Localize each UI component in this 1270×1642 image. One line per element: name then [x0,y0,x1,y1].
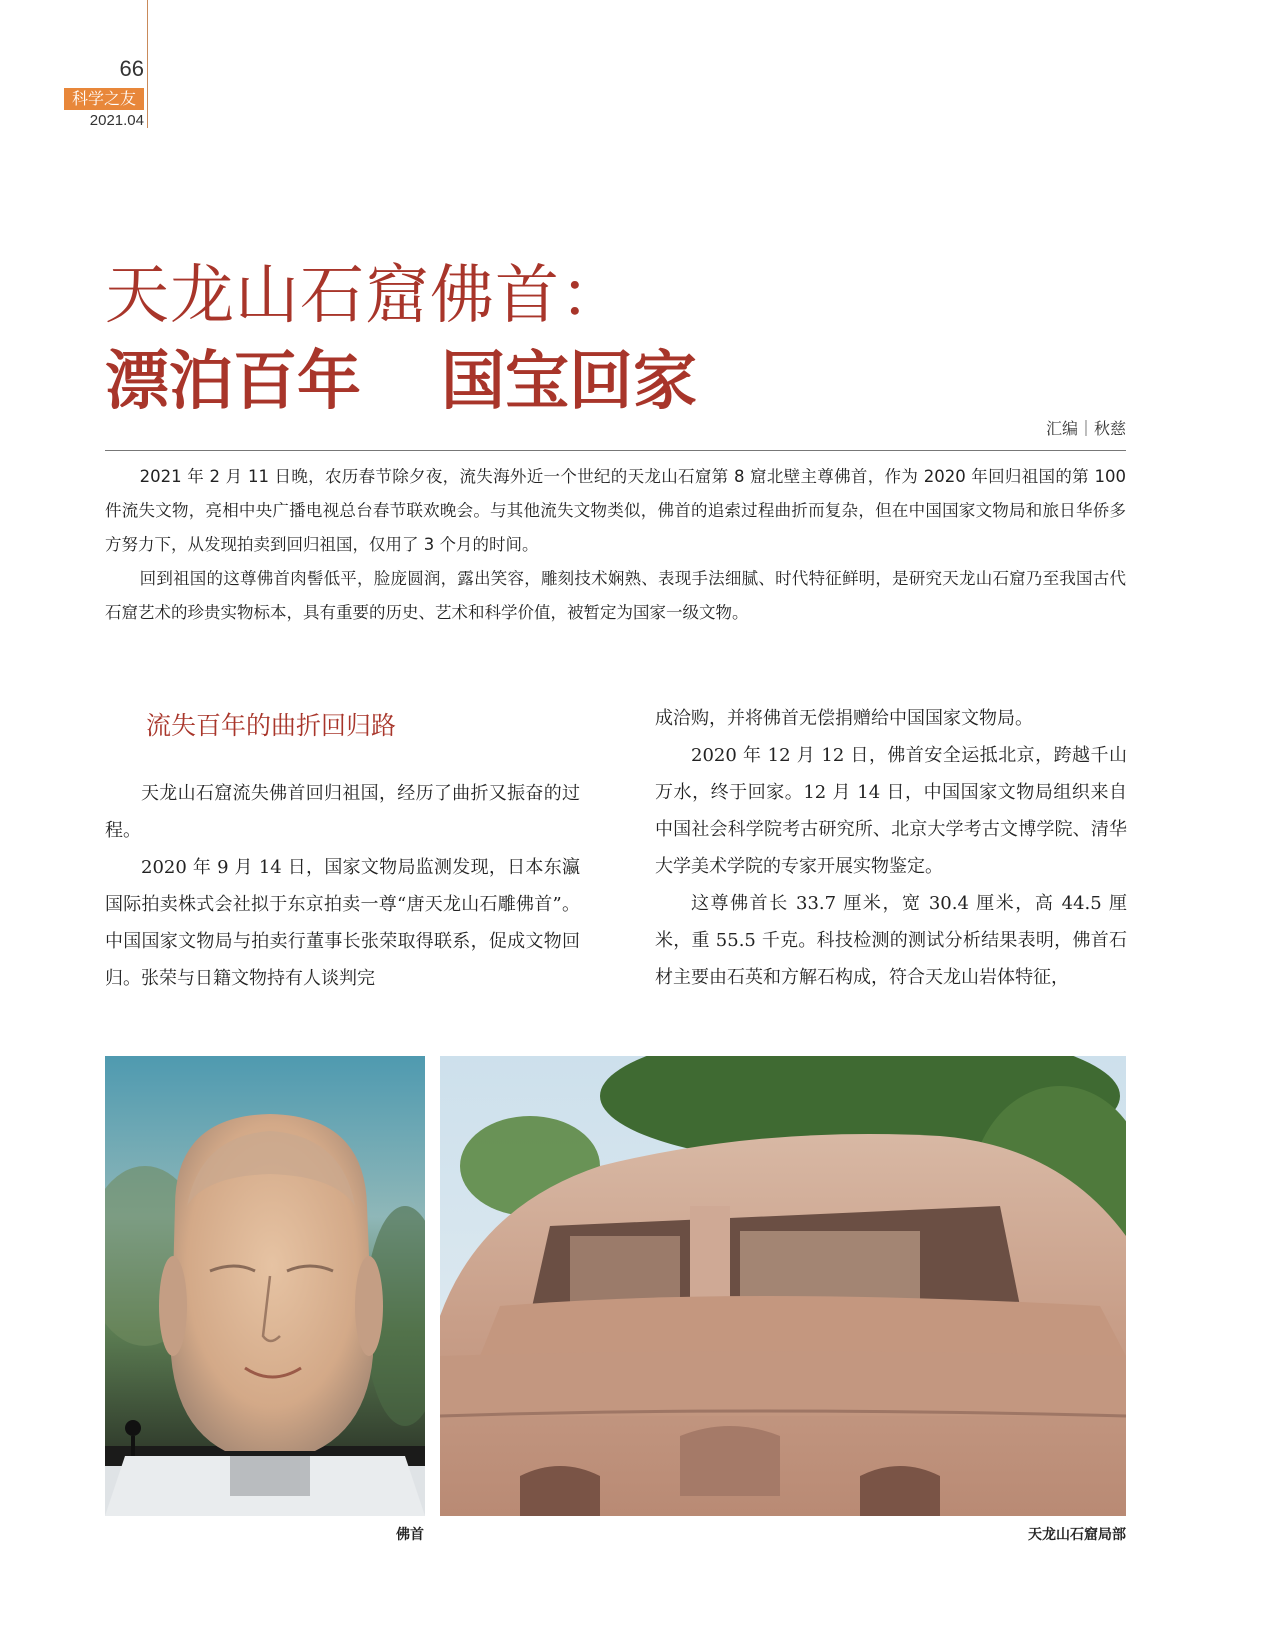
header-rule [147,0,148,128]
page-number: 66 [119,56,144,81]
magazine-name-badge: 科学之友 [64,88,144,110]
title-divider [105,450,1126,451]
body-paragraph: 2020 年 9 月 14 日，国家文物局监测发现，日本东瀛国际拍卖株式会社拟于东京拍卖一尊“唐天龙山石雕佛首”。中国国家文物局与拍卖行董事长张荣取得联系，促成文物回归。张荣与日籍文物持有人谈判完 [105,857,580,989]
grotto-photo [440,1056,1126,1516]
byline: 汇编｜秋慈 [1045,419,1126,438]
body-paragraph: 2020 年 12 月 12 日，佛首安全运抵北京，跨越千山万水，终于回家。12 月 14 日，中国国家文物局组织来自中国社会科学院考古研究所、北京大学考古文博学院、清华大学美术学院的专家开展实物鉴定。 [655,745,1127,877]
section-heading: 流失百年的曲折回归路 [146,711,397,740]
photo-caption: 天龙山石窟局部 [1028,1527,1126,1543]
body-paragraph: 成洽购，并将佛首无偿捐赠给中国国家文物局。 [655,708,1033,729]
photo-caption: 佛首 [396,1527,424,1543]
body-paragraph: 天龙山石窟流失佛首回归祖国，经历了曲折又振奋的过程。 [105,783,580,841]
title-part2: 国宝回家 [441,345,697,419]
issue-date: 2021.04 [89,112,144,129]
body-paragraph: 这尊佛首长 33.7 厘米，宽 30.4 厘米，高 44.5 厘米，重 55.5 千克。科技检测的测试分析结果表明，佛首石材主要由石英和方解石构成，符合天龙山岩体特征， [655,893,1127,988]
intro-block [105,460,1126,630]
title-part1: 漂泊百年 [105,345,361,419]
intro-paragraph: 回到祖国的这尊佛首肉髻低平，脸庞圆润，露出笑容，雕刻技术娴熟、表现手法细腻、时代特征鲜明，是研究天龙山石窟乃至我国古代石窟艺术的珍贵实物标本，具有重要的历史、艺术和科学价值，被暂定为国家一级文物。 [105,569,1126,622]
intro-paragraph: 2021 年 2 月 11 日晚，农历春节除夕夜，流失海外近一个世纪的天龙山石窟第 8 窟北壁主尊佛首，作为 2020 年回归祖国的第 100 件流失文物，亮相中央广播电视总台春节联欢晚会。与其他流失文物类似，佛首的追索过程曲折而复杂，但在中国国家文物局和旅日华侨多方努力下，从发现拍卖到回归祖国，仅用了 3 个月的时间。 [105,467,1126,554]
body-column-right [655,700,1127,996]
body-column-left [105,775,580,997]
article-title-line1: 天龙山石窟佛首： [105,259,625,333]
article-title-line2 [105,344,697,420]
buddha-head-photo [105,1056,425,1516]
